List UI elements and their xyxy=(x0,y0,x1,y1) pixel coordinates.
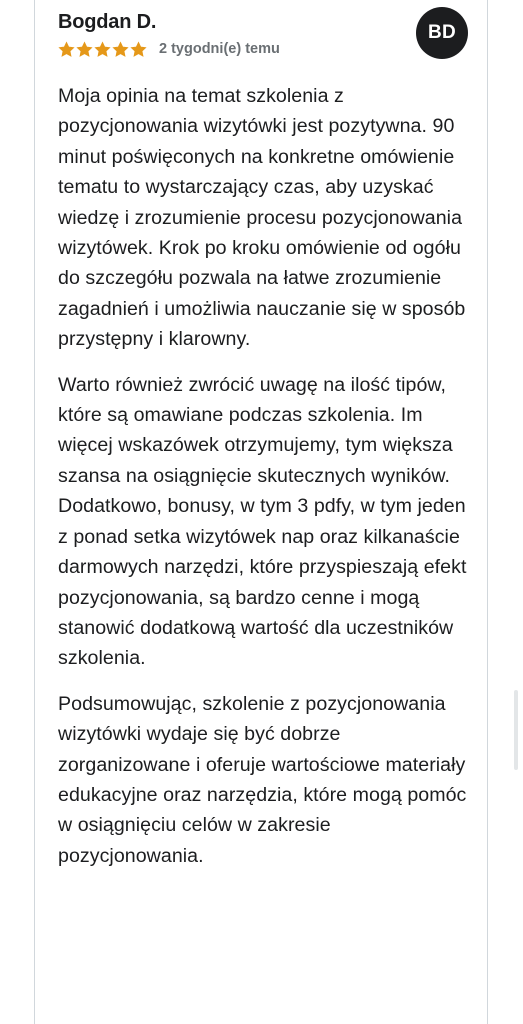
star-icon xyxy=(130,41,147,58)
review-header xyxy=(58,7,468,67)
scrollbar[interactable] xyxy=(514,690,518,770)
reviewer-name: Bogdan D. xyxy=(58,11,157,33)
star-rating xyxy=(58,41,147,58)
review-paragraph-2: Warto również zwrócić uwagę na ilość tipów, które są omawiane podczas szkolenia. Im więcej wskazówek otrzymujemy, tym większa szansa na osiągnięcie skutecznych wyników. Dodatkowo, bonusy, w tym 3 pdfy, w tym jeden z ponad setka wizytówek nap oraz kilkanaście darmowych narzędzi, które przyspieszają efekt pozycjonowania, są bardzo cenne i mogą stanowić dodatkową wartość dla uczestników szkolenia. xyxy=(58,373,467,670)
review-paragraph-1: Moja opinia na temat szkolenia z pozycjonowania wizytówki jest pozytywna. 90 minut poświęconych na konkretne omówienie tematu to wystarczający czas, aby uzyskać wiedzę i zrozumienie procesu pozycjonowania wizytówek. Krok po kroku omówienie od ogółu do szczegółu pozwala na łatwe zrozumienie zagadnień i umożliwia nauczanie się w sposób przystępny i klarowny. xyxy=(58,85,466,351)
star-icon xyxy=(58,41,75,58)
star-icon xyxy=(94,41,111,58)
review-body xyxy=(58,81,476,886)
review-timestamp: 2 tygodni(e) temu xyxy=(159,41,280,57)
rating-row xyxy=(58,38,280,60)
avatar: BD xyxy=(416,7,468,59)
review-card xyxy=(34,0,488,1024)
star-icon xyxy=(76,41,93,58)
star-icon xyxy=(112,41,129,58)
review-paragraph-3: Podsumowując, szkolenie z pozycjonowania wizytówki wydaje się być dobrze zorganizowane i oferuje wartościowe materiały edukacyjne oraz narzędzia, które mogą pomóc w osiągnięciu celów w zakresie pozycjonowania. xyxy=(58,692,467,867)
